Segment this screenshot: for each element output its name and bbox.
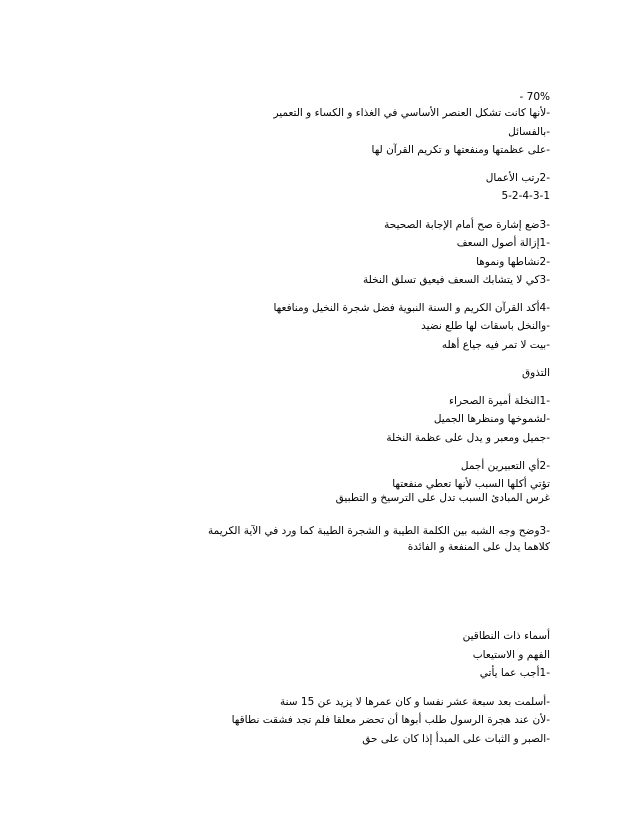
section-heading: أسماء ذات النطاقين	[462, 630, 550, 642]
text-line: - 70%	[519, 91, 550, 103]
text-line: -على عظمتها ومنفعتها و تكريم القرآن لها	[371, 144, 550, 156]
text-line: -2أي التعبيرين أجمل	[460, 460, 550, 472]
text-line: غرس المبادئ السبب تدل على الترسيخ و التطبيق	[335, 492, 550, 504]
text-line: -أسلمت بعد سبعة عشر نفسا و كان عمرها لا يزيد عن 15 سنة	[279, 696, 550, 708]
text-line: -1أجب عما يأتي	[479, 667, 550, 679]
text-line: -لأنها كانت تشكل العنصر الأساسي في الغذاء و الكساء و التعمير	[273, 107, 550, 119]
text-line: -والنخل باسقات لها طلع نضيد	[421, 320, 550, 332]
text-line: كلاهما يدل على المنفعة و الفائدة	[407, 541, 550, 553]
text-line: -1إزالة أصول السعف	[456, 237, 550, 249]
text-line: -لأن عند هجرة الرسول طلب أبوها أن تحضر معلقا فلم تجد فشقت نطاقها	[231, 714, 550, 726]
section-heading: التذوق	[521, 367, 550, 379]
text-line: 5-2-4-3-1	[501, 190, 550, 202]
text-line: -جميل ومعبر و يدل على عظمة النخلة	[386, 432, 550, 444]
text-line: -1النخلة أميرة الصحراء	[449, 395, 550, 407]
text-line: -بالفسائل	[508, 126, 550, 138]
text-line: -2نشاطها ونموها	[476, 256, 550, 268]
text-line: -الصبر و الثبات على المبدأ إذا كان على حق	[362, 733, 550, 745]
text-line: -4أكد القرآن الكريم و السنة النبوية فضل شجرة النخيل ومنافعها	[273, 302, 550, 314]
text-line: -3كي لا يتشابك السعف فيعيق تسلق النخلة	[363, 274, 550, 286]
section-heading: الفهم و الاستيعاب	[472, 649, 550, 661]
text-line: -لشموخها ومنظرها الجميل	[433, 413, 550, 425]
text-line: -بيت لا تمر فيه جياع أهله	[441, 339, 550, 351]
text-line: -3ضع إشارة صح أمام الإجابة الصحيحة	[384, 219, 550, 231]
text-line: -3وضح وجه الشبه بين الكلمة الطيبة و الشجرة الطيبة كما ورد في الآية الكريمة	[208, 525, 550, 537]
text-line: -2رتب الأعمال	[485, 172, 550, 184]
text-line: تؤتي أكلها السبب لأنها تعطي منفعتها	[392, 478, 550, 490]
